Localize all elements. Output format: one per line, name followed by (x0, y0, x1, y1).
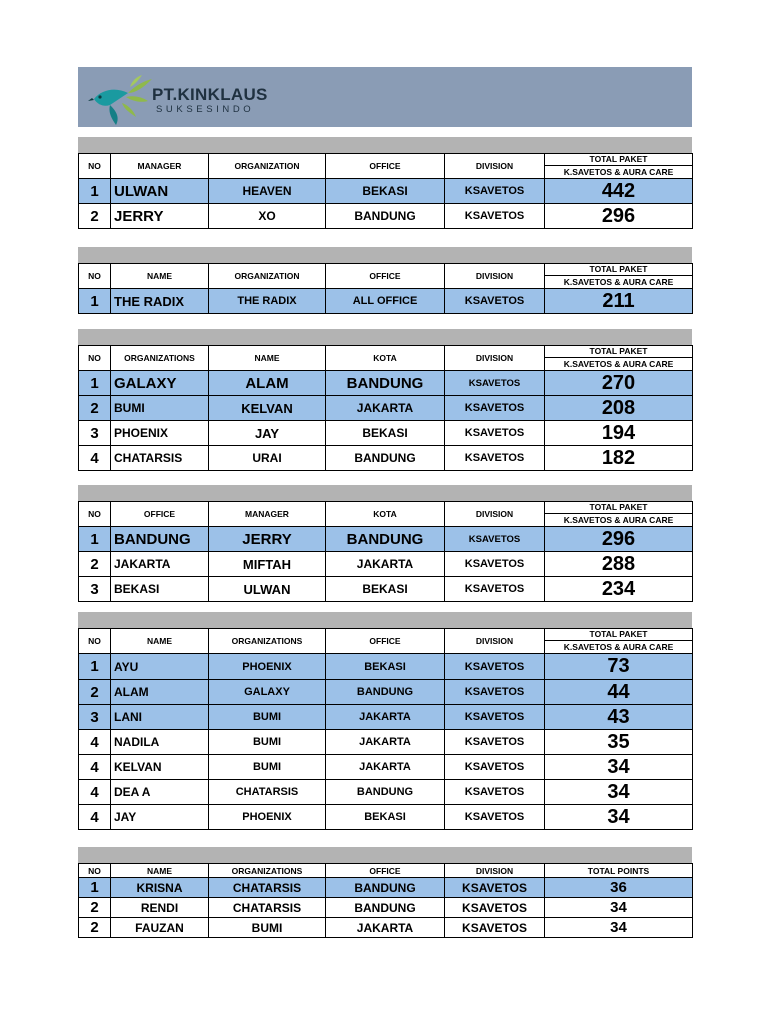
row-number: 2 (79, 680, 111, 705)
total-paket-header (545, 346, 693, 371)
total-paket-label: TOTAL PAKET (545, 629, 692, 641)
total-paket-header (545, 629, 693, 654)
column-header: NO (79, 502, 111, 527)
column-header: MANAGER (111, 154, 209, 179)
table-row (79, 204, 693, 229)
section-bar (78, 247, 692, 263)
division-cell: KSAVETOS (445, 705, 545, 730)
column-header: DIVISION (445, 864, 545, 878)
division-cell: KSAVETOS (445, 878, 545, 898)
row-number: 1 (79, 289, 111, 314)
table-row (79, 552, 693, 577)
table-header-row (79, 629, 693, 654)
row-number: 1 (79, 654, 111, 680)
total-cell: 211 (545, 289, 693, 314)
name-cell: FAUZAN (111, 918, 209, 938)
total-points-cell: 34 (545, 918, 693, 938)
table-row (79, 654, 693, 680)
column-header: KOTA (326, 346, 445, 371)
column-header: OFFICE (326, 629, 445, 654)
division-cell: KSAVETOS (445, 527, 545, 552)
total-paket-header (545, 502, 693, 527)
total-points-cell: 34 (545, 898, 693, 918)
total-cell: 73 (545, 654, 693, 680)
row-number: 1 (79, 371, 111, 396)
table-row (79, 805, 693, 830)
organization-cell: XO (209, 204, 326, 229)
organization-cell: PHOENIX (209, 654, 326, 680)
total-cell: 34 (545, 805, 693, 830)
row-number: 3 (79, 705, 111, 730)
table-row (79, 705, 693, 730)
column-header: DIVISION (445, 502, 545, 527)
division-cell: KSAVETOS (445, 289, 545, 314)
bird-logo-icon (86, 71, 158, 127)
office-cell: BANDUNG (326, 780, 445, 805)
division-cell: KSAVETOS (445, 179, 545, 204)
column-header: OFFICE (326, 264, 445, 289)
office-cell: BANDUNG (326, 878, 445, 898)
column-header: MANAGER (209, 502, 326, 527)
office-cell: BANDUNG (111, 527, 209, 552)
office-cell: BEKASI (326, 805, 445, 830)
division-cell: KSAVETOS (445, 421, 545, 446)
column-header: NO (79, 629, 111, 654)
organization-cell: CHATARSIS (209, 898, 326, 918)
total-paket-sublabel: K.SAVETOS & AURA CARE (563, 642, 674, 652)
column-header: NO (79, 346, 111, 371)
organization-cell: CHATARSIS (209, 780, 326, 805)
organization-cell: GALAXY (209, 680, 326, 705)
total-cell: 442 (545, 179, 693, 204)
office-cell: BEKASI (326, 654, 445, 680)
total-cell: 296 (545, 527, 693, 552)
organization-cell: BUMI (209, 755, 326, 780)
column-header: NAME (111, 264, 209, 289)
office-cell: BANDUNG (326, 898, 445, 918)
organization-cell: CHATARSIS (209, 878, 326, 898)
total-paket-label: TOTAL PAKET (545, 346, 692, 358)
row-number: 2 (79, 396, 111, 421)
table-row (79, 527, 693, 552)
total-paket-header (545, 264, 693, 289)
section-bar (78, 612, 692, 628)
total-cell: 43 (545, 705, 693, 730)
organization-cell: BUMI (111, 396, 209, 421)
total-cell: 34 (545, 780, 693, 805)
table-header-row (79, 154, 693, 179)
ranking-table-5 (78, 612, 692, 830)
ranking-table-1 (78, 137, 692, 229)
division-cell: KSAVETOS (445, 898, 545, 918)
organization-cell: PHOENIX (111, 421, 209, 446)
total-cell: 234 (545, 577, 693, 602)
table-row (79, 577, 693, 602)
total-cell: 208 (545, 396, 693, 421)
city-cell: BEKASI (326, 421, 445, 446)
column-header: NO (79, 264, 111, 289)
row-number: 3 (79, 421, 111, 446)
total-paket-label: TOTAL PAKET (545, 154, 692, 166)
division-cell: KSAVETOS (445, 577, 545, 602)
section-bar (78, 137, 692, 153)
manager-cell: JERRY (111, 204, 209, 229)
table-row (79, 680, 693, 705)
name-cell: RENDI (111, 898, 209, 918)
office-cell: BANDUNG (326, 680, 445, 705)
row-number: 4 (79, 730, 111, 755)
office-cell: BANDUNG (326, 204, 445, 229)
name-cell: DEA A (111, 780, 209, 805)
total-paket-header (545, 154, 693, 179)
table-row (79, 289, 693, 314)
ranking-table-6 (78, 847, 692, 938)
office-cell: BEKASI (111, 577, 209, 602)
column-header: KOTA (326, 502, 445, 527)
office-cell: JAKARTA (326, 705, 445, 730)
total-cell: 270 (545, 371, 693, 396)
row-number: 1 (79, 179, 111, 204)
company-logo (86, 71, 286, 125)
table-row (79, 371, 693, 396)
logo-subtitle: SUKSESINDO (156, 104, 255, 115)
office-cell: JAKARTA (326, 918, 445, 938)
row-number: 4 (79, 805, 111, 830)
column-header: NAME (209, 346, 326, 371)
organization-cell: BUMI (209, 705, 326, 730)
division-cell: KSAVETOS (445, 654, 545, 680)
division-cell: KSAVETOS (445, 918, 545, 938)
table-row (79, 446, 693, 471)
name-cell: ALAM (209, 371, 326, 396)
office-cell: ALL OFFICE (326, 289, 445, 314)
total-paket-label: TOTAL PAKET (545, 502, 692, 514)
row-number: 1 (79, 527, 111, 552)
ranking-table-4 (78, 485, 692, 602)
organization-cell: HEAVEN (209, 179, 326, 204)
division-cell: KSAVETOS (445, 730, 545, 755)
table-header-row (79, 264, 693, 289)
division-cell: KSAVETOS (445, 755, 545, 780)
name-cell: KRISNA (111, 878, 209, 898)
division-cell: KSAVETOS (445, 552, 545, 577)
city-cell: JAKARTA (326, 396, 445, 421)
table-header-row (79, 864, 693, 878)
city-cell: BANDUNG (326, 446, 445, 471)
column-header: ORGANIZATIONS (209, 629, 326, 654)
division-cell: KSAVETOS (445, 780, 545, 805)
table-row (79, 179, 693, 204)
table-row (79, 918, 693, 938)
column-header: DIVISION (445, 346, 545, 371)
total-paket-label: TOTAL PAKET (545, 264, 692, 276)
office-cell: BEKASI (326, 179, 445, 204)
total-paket-sublabel: K.SAVETOS & AURA CARE (563, 277, 674, 287)
division-cell: KSAVETOS (445, 680, 545, 705)
name-cell: KELVAN (111, 755, 209, 780)
organization-cell: PHOENIX (209, 805, 326, 830)
row-number: 4 (79, 755, 111, 780)
table-header-row (79, 346, 693, 371)
column-header: NO (79, 864, 111, 878)
table-row (79, 421, 693, 446)
manager-cell: ULWAN (111, 179, 209, 204)
row-number: 3 (79, 577, 111, 602)
office-cell: JAKARTA (326, 730, 445, 755)
name-cell: THE RADIX (111, 289, 209, 314)
row-number: 2 (79, 552, 111, 577)
city-cell: JAKARTA (326, 552, 445, 577)
table-row (79, 898, 693, 918)
total-cell: 35 (545, 730, 693, 755)
column-header: TOTAL POINTS (545, 864, 693, 878)
division-cell: KSAVETOS (445, 396, 545, 421)
name-cell: LANI (111, 705, 209, 730)
row-number: 2 (79, 898, 111, 918)
column-header: OFFICE (111, 502, 209, 527)
total-paket-sublabel: K.SAVETOS & AURA CARE (563, 359, 674, 369)
manager-cell: JERRY (209, 527, 326, 552)
office-cell: JAKARTA (326, 755, 445, 780)
total-cell: 34 (545, 755, 693, 780)
division-cell: KSAVETOS (445, 204, 545, 229)
table-row (79, 396, 693, 421)
name-cell: ALAM (111, 680, 209, 705)
total-points-cell: 36 (545, 878, 693, 898)
manager-cell: ULWAN (209, 577, 326, 602)
ranking-table-3 (78, 329, 692, 471)
total-paket-sublabel: K.SAVETOS & AURA CARE (563, 167, 674, 177)
table-row (79, 780, 693, 805)
column-header: OFFICE (326, 154, 445, 179)
column-header: DIVISION (445, 264, 545, 289)
name-cell: JAY (209, 421, 326, 446)
section-bar (78, 847, 692, 863)
total-cell: 44 (545, 680, 693, 705)
total-cell: 182 (545, 446, 693, 471)
column-header: NAME (111, 629, 209, 654)
organization-cell: BUMI (209, 918, 326, 938)
city-cell: BANDUNG (326, 527, 445, 552)
total-cell: 288 (545, 552, 693, 577)
column-header: DIVISION (445, 154, 545, 179)
column-header: ORGANIZATIONS (111, 346, 209, 371)
section-bar (78, 485, 692, 501)
organization-cell: BUMI (209, 730, 326, 755)
column-header: ORGANIZATIONS (209, 864, 326, 878)
organization-cell: GALAXY (111, 371, 209, 396)
column-header: NAME (111, 864, 209, 878)
column-header: DIVISION (445, 629, 545, 654)
name-cell: JAY (111, 805, 209, 830)
division-cell: KSAVETOS (445, 446, 545, 471)
column-header: NO (79, 154, 111, 179)
column-header: ORGANIZATION (209, 264, 326, 289)
name-cell: AYU (111, 654, 209, 680)
section-bar (78, 329, 692, 345)
organization-cell: CHATARSIS (111, 446, 209, 471)
column-header: OFFICE (326, 864, 445, 878)
manager-cell: MIFTAH (209, 552, 326, 577)
name-cell: KELVAN (209, 396, 326, 421)
city-cell: BANDUNG (326, 371, 445, 396)
ranking-table-2 (78, 247, 692, 314)
office-cell: JAKARTA (111, 552, 209, 577)
organization-cell: THE RADIX (209, 289, 326, 314)
row-number: 2 (79, 918, 111, 938)
row-number: 2 (79, 204, 111, 229)
table-row (79, 878, 693, 898)
logo-title: PT.KINKLAUS (152, 85, 268, 104)
division-cell: KSAVETOS (445, 805, 545, 830)
row-number: 1 (79, 878, 111, 898)
total-cell: 194 (545, 421, 693, 446)
table-row (79, 730, 693, 755)
row-number: 4 (79, 446, 111, 471)
header-banner (78, 67, 692, 127)
total-paket-sublabel: K.SAVETOS & AURA CARE (563, 515, 674, 525)
division-cell: KSAVETOS (445, 371, 545, 396)
total-cell: 296 (545, 204, 693, 229)
table-header-row (79, 502, 693, 527)
city-cell: BEKASI (326, 577, 445, 602)
name-cell: NADILA (111, 730, 209, 755)
column-header: ORGANIZATION (209, 154, 326, 179)
name-cell: URAI (209, 446, 326, 471)
row-number: 4 (79, 780, 111, 805)
table-row (79, 755, 693, 780)
